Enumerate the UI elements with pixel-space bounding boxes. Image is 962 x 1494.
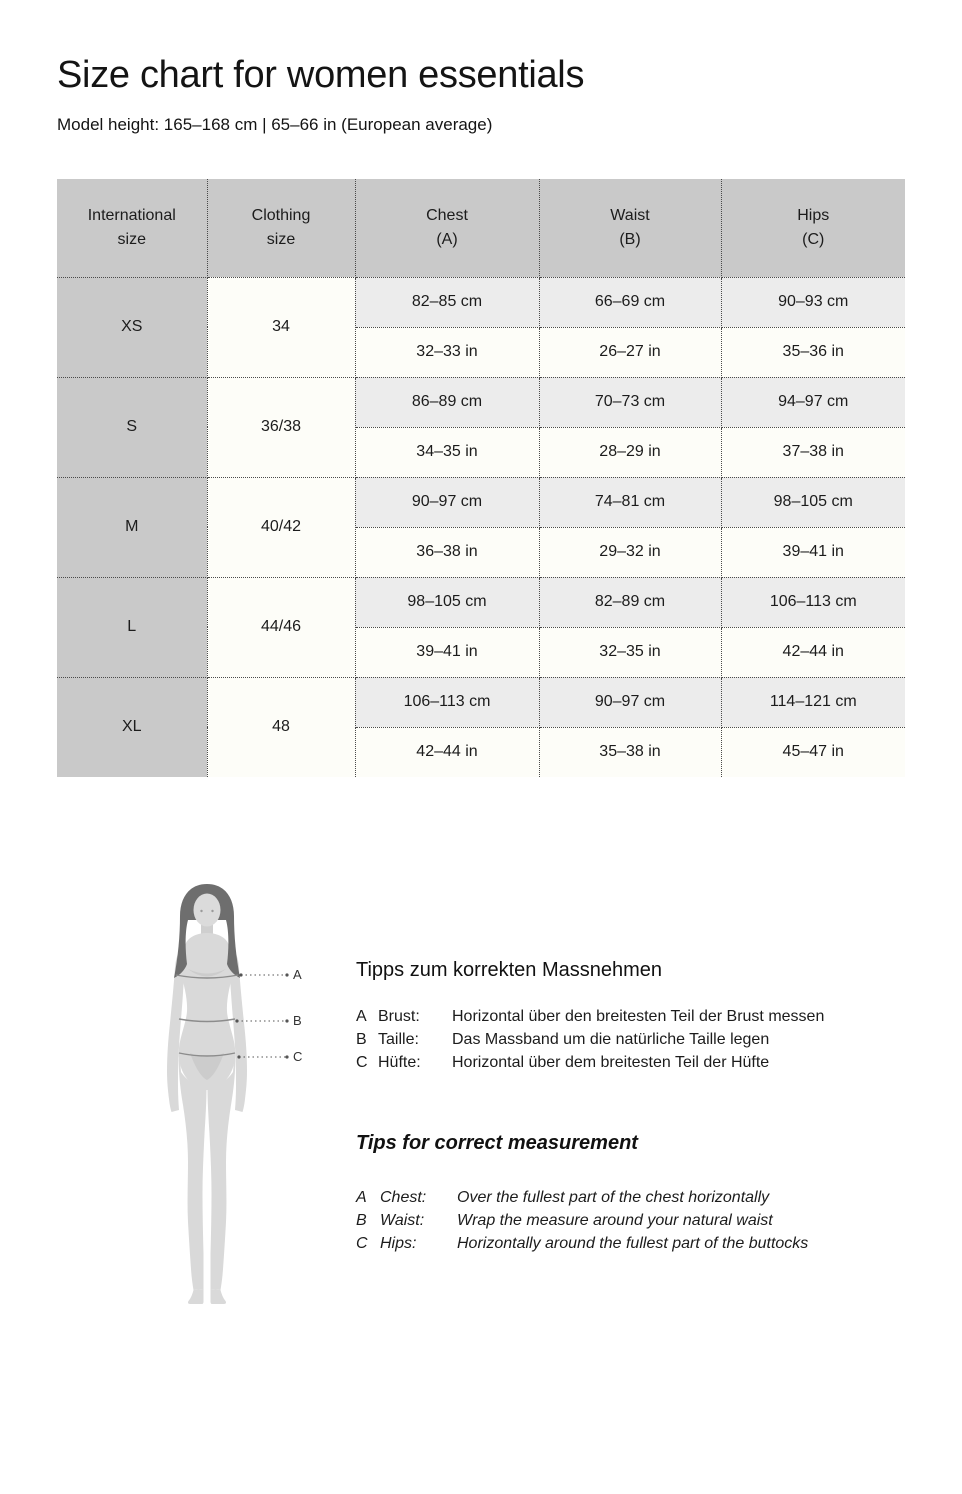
tip-text: Over the fullest part of the chest horizontally (457, 1189, 770, 1206)
clothing-size-cell: 34 (207, 277, 355, 377)
tips-german-block (356, 957, 934, 1074)
tips-german-list (356, 1005, 934, 1074)
chest-in-cell: 36–38 in (355, 527, 539, 577)
page-title: Size chart for women essentials (57, 54, 585, 96)
table-row-s-cm (57, 377, 905, 427)
left-foot (188, 1289, 204, 1304)
international-size-cell: L (57, 577, 207, 677)
tips-english-block (356, 1130, 934, 1255)
clothing-size-cell: 36/38 (207, 377, 355, 477)
hips-cm-cell: 114–121 cm (721, 677, 905, 727)
header-line: (A) (436, 230, 458, 248)
hips-in-cell: 42–44 in (721, 627, 905, 677)
tip-text: Horizontally around the fullest part of the buttocks (457, 1235, 809, 1252)
hips-in-cell: 35–36 in (721, 327, 905, 377)
tip-label: Taille: (378, 1031, 419, 1048)
waist-cm-cell: 74–81 cm (539, 477, 721, 527)
size-chart-table (57, 179, 905, 777)
hips-cm-cell: 94–97 cm (721, 377, 905, 427)
waist-cm-cell: 70–73 cm (539, 377, 721, 427)
measurement-section (57, 881, 905, 1351)
waist-cm-cell: 66–69 cm (539, 277, 721, 327)
table-header-row (57, 179, 905, 277)
hips-cm-cell: 98–105 cm (721, 477, 905, 527)
tip-label: Hüfte: (378, 1054, 421, 1071)
measurement-tips (356, 957, 934, 1255)
header-line: International (87, 206, 176, 224)
chest-cm-cell: 106–113 cm (355, 677, 539, 727)
chest-cm-cell: 82–85 cm (355, 277, 539, 327)
chest-in-cell: 34–35 in (355, 427, 539, 477)
hips-in-cell: 37–38 in (721, 427, 905, 477)
chest-cm-cell: 86–89 cm (355, 377, 539, 427)
header-line: Clothing (251, 206, 311, 224)
left-eye (200, 910, 202, 912)
tip-key: B (356, 1031, 367, 1048)
figure-label-c: C (293, 1049, 303, 1064)
header-line: Waist (610, 206, 650, 224)
tip-label: Chest: (380, 1189, 427, 1206)
tip-text: Wrap the measure around your natural waist (457, 1212, 773, 1229)
table-row-m-cm (57, 477, 905, 527)
table-row-xl-cm (57, 677, 905, 727)
tips-english-title: Tips for correct measurement (356, 1132, 638, 1154)
international-size-cell: XS (57, 277, 207, 377)
waist-in-cell: 32–35 in (539, 627, 721, 677)
header-line: size (266, 230, 296, 248)
tip-key: A (356, 1008, 367, 1025)
tip-text: Horizontal über dem breitesten Teil der Hüfte (452, 1054, 770, 1071)
hips-in-cell: 39–41 in (721, 527, 905, 577)
tip-key: C (356, 1235, 368, 1252)
header-line: Hips (797, 206, 830, 224)
header-international-size (57, 179, 207, 277)
tip-text: Horizontal über den breitesten Teil der Brust messen (452, 1008, 825, 1025)
tip-label: Waist: (380, 1212, 425, 1229)
tip-label: Hips: (380, 1235, 417, 1252)
clothing-size-cell: 44/46 (207, 577, 355, 677)
waist-in-cell: 29–32 in (539, 527, 721, 577)
chest-in-cell: 39–41 in (355, 627, 539, 677)
waist-in-cell: 35–38 in (539, 727, 721, 777)
clothing-size-cell: 40/42 (207, 477, 355, 577)
tips-english-list (356, 1186, 934, 1255)
table-row-xs-cm (57, 277, 905, 327)
waist-cm-cell: 90–97 cm (539, 677, 721, 727)
tip-text: Das Massband um die natürliche Taille legen (452, 1031, 770, 1048)
waist-in-cell: 26–27 in (539, 327, 721, 377)
chest-in-cell: 32–33 in (355, 327, 539, 377)
header-line: (C) (802, 230, 825, 248)
chest-in-cell: 42–44 in (355, 727, 539, 777)
header-line: Chest (426, 206, 468, 224)
table-row-l-cm (57, 577, 905, 627)
hips-in-cell: 45–47 in (721, 727, 905, 777)
right-foot (211, 1289, 227, 1304)
waist-cm-cell: 82–89 cm (539, 577, 721, 627)
size-chart-page (0, 54, 962, 1494)
page-subtitle: Model height: 165–168 cm | 65–66 in (European average) (57, 115, 493, 134)
chest-cm-cell: 90–97 cm (355, 477, 539, 527)
international-size-cell: XL (57, 677, 207, 777)
female-figure-svg (135, 881, 365, 1311)
waist-in-cell: 28–29 in (539, 427, 721, 477)
hips-cm-cell: 90–93 cm (721, 277, 905, 327)
tips-german-title: Tipps zum korrekten Massnehmen (356, 959, 663, 981)
figure-label-a: A (293, 967, 302, 982)
face (194, 894, 221, 927)
header-line: size (117, 230, 146, 248)
international-size-cell: S (57, 377, 207, 477)
tip-key: B (356, 1212, 367, 1229)
header-chest (355, 179, 539, 277)
tip-label: Brust: (378, 1008, 420, 1025)
tip-key: A (356, 1189, 367, 1206)
header-hips (721, 179, 905, 277)
figure-label-b: B (293, 1013, 302, 1028)
header-waist (539, 179, 721, 277)
tip-key: C (356, 1054, 368, 1071)
header-clothing-size (207, 179, 355, 277)
clothing-size-cell: 48 (207, 677, 355, 777)
right-eye (211, 910, 213, 912)
hips-cm-cell: 106–113 cm (721, 577, 905, 627)
female-figure-illustration (135, 881, 365, 1316)
header-line: (B) (619, 230, 641, 248)
chest-cm-cell: 98–105 cm (355, 577, 539, 627)
international-size-cell: M (57, 477, 207, 577)
